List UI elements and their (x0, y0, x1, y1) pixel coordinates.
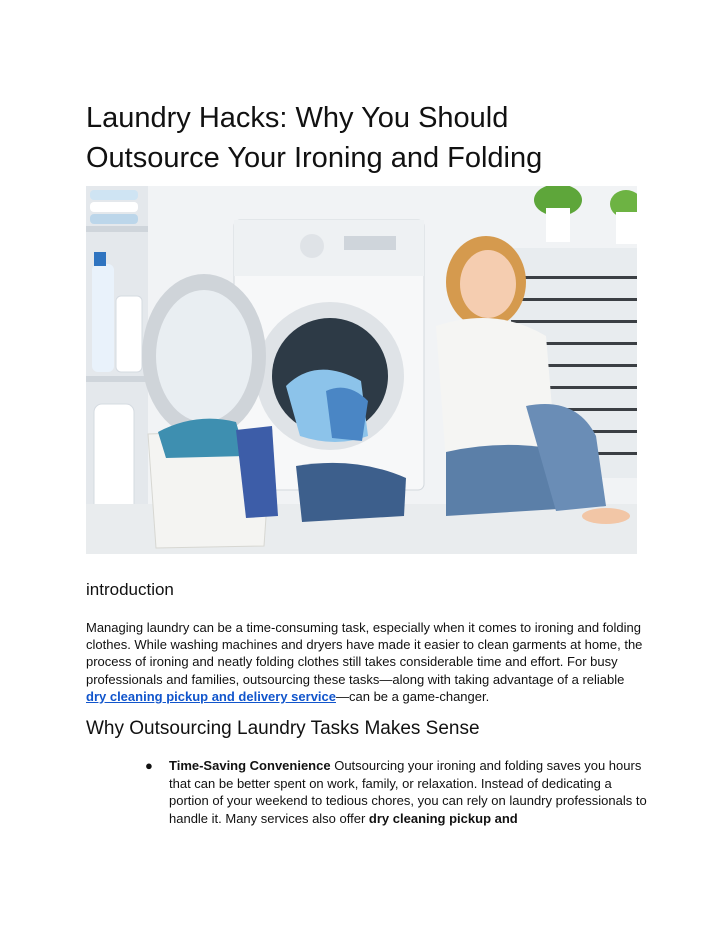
intro-text: Managing laundry can be a time-consuming task, especially when it comes to ironing and folding clothes. While washing machines and dryers have made it easier to clean garments at home, the process of ironing and neatly folding clothes still takes considerable time and effort. For busy professionals and families, outsourcing these tasks—along with taking advantage of a reliable (86, 620, 643, 687)
hero-image (86, 186, 637, 554)
bullet-marker: ● (145, 758, 153, 773)
intro-text-tail: —can be a game-changer. (336, 688, 490, 704)
section-heading-introduction: introduction (86, 580, 174, 599)
list-item-text (169, 757, 649, 827)
intro-paragraph (86, 619, 646, 705)
list-item-tail: dry cleaning pickup and (368, 810, 518, 826)
list-item-lead: Time-Saving Convenience (169, 758, 331, 773)
page-title: Laundry Hacks: Why You Should Outsource Your Ironing and Folding (86, 102, 543, 174)
laundry-scene-illustration (86, 186, 637, 554)
list-item-body: Outsourcing your ironing and folding saves you hours that can be better spent on work, family, or relaxation. Instead of dedicating a portion of your weekend to tedious chores, you can rely on laundry professionals to handle it. Many services also offer (169, 758, 647, 826)
dry-cleaning-service-link[interactable]: dry cleaning pickup and delivery service (86, 688, 336, 704)
section-heading-why-outsourcing: Why Outsourcing Laundry Tasks Makes Sense (86, 718, 480, 739)
